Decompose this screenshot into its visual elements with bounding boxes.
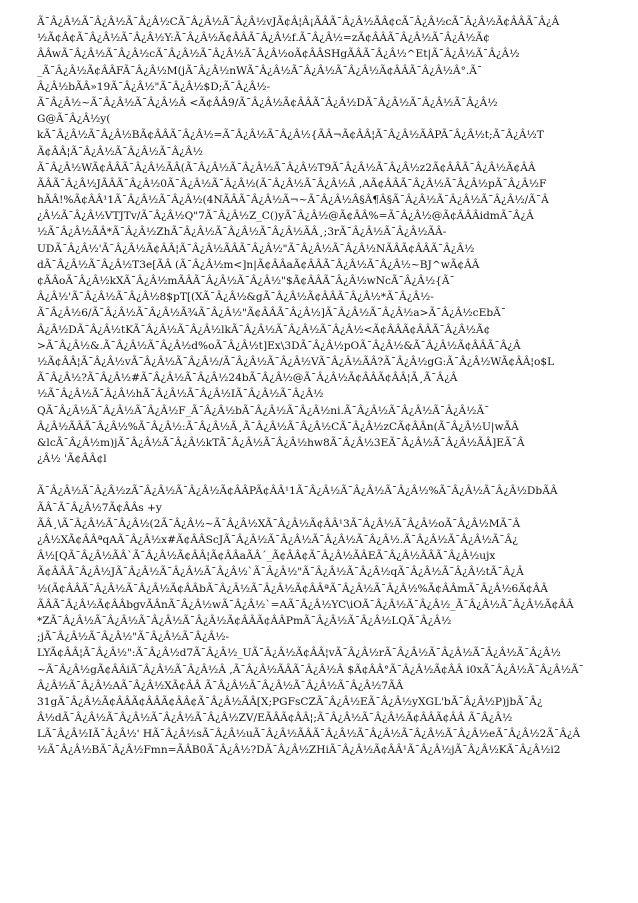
text-line: ÃÂÃ¯Â¿Â½JÃÂÃ¯Â¿Â½0Ã¯Â¿Â½Ã¯Â¿Â½(Ã¯Â¿Â½Ã¯Â¿Â½Â ,AÃ¢ÂÂÃ¯Â¿Â½Ã¯Â¿Â½pÃ¯Â¿Â½F — [37, 177, 547, 190]
text-line: LÃ¯Â¿Â½IÃ¯Â¿Â½' HÃ¯Â¿Â½sÃ¯Â¿Â½uÃ¯Â¿Â½ÃÂÃ¯Â¿Â½Ã¯Â¿Â½Ã¯Â¿Â½Ã¯Â¿Â½eÃ¯Â¿Â½2Ã¯Â¿Â — [37, 728, 581, 741]
text-line: ½Ã¯Â¿Â½BÃ¯Â¿Â½Fmn=ÃÂB0Ã¯Â¿Â½?DÃ¯Â¿Â½ZHiÃ¯Â¿Â½Ã¢ÂÂ¹Ã¯Â¿Â½jÃ¯Â¿Â½KÃ¯Â¿Â½i2 — [37, 744, 561, 757]
text-line: Â¿Â½bÃÂ»19Ã¯Â¿Â½"Ã¯Â¿Â½$D;Ã¯Â¿Â½- — [37, 80, 271, 93]
text-line: ~Ã¯Â¿Â½gÃ¢ÂÂiÃ¯Â¿Â½Ã¯Â¿Â½Â ,Ã¯Â¿Â½ÃÂÃ¯Â¿Â½Â $Ã¢ÂÂ°Ã¯Â¿Â½Ã¢ÂÂ i0xÃ¯Â¿Â½Ã¯Â¿Â½Ã¯ — [37, 663, 584, 676]
text-line: ½Ã¯Â¿Â½Ã¯Â¿Â½hÃ¯Â¿Â½Ã¯Â¿Â½IÃ¯Â¿Â½Ã¯Â¿Â½ — [37, 388, 324, 401]
text-line: Ã¢ÂÂÃ¯Â¿Â½JÃ¯Â¿Â½Ã¯Â¿Â½Ã¯Â¿Â½`Ã¯Â¿Â½"Ã¯Â¿Â½Ã¯Â¿Â½qÃ¯Â¿Â½Ã¯Â¿Â½tÃ¯Â¿Â — [37, 566, 524, 579]
document-body — [37, 14, 603, 759]
text-line: Ã¯Â¿Â½6/Ã¯Â¿Â½Ã¯Â¿Â½Ã¾Ã¯Â¿Â½"Ã¢ÂÂÃ¯Â¿Â½]Ã¯Â¿Â½Ã¯Â¿Â½a>Ã¯Â¿Â½cEbÃ¯ — [37, 307, 507, 320]
text-line: Ã¯Â¿Â½~Ã¯Â¿Â½Ã¯Â¿Â½Â <Ã¢ÂÂ9/Ã¯Â¿Â½Ã¢ÂÂÃ¯Â¿Â½DÃ¯Â¿Â½Ã¯Â¿Â½Ã¯Â¿Â½ — [37, 96, 498, 109]
text-line: ½(Ã¢ÂÂÃ¯Â¿Â½Ã¯Â¿Â½Ã¢ÂÂbÃ¯Â¿Â½Ã¯Â¿Â½Ã¢ÂÂªÃ¯Â¿Â½Ã¯Â¿Â½%Ã¢ÂÂmÃ¯Â¿Â½6Ã¢ÂÂ — [37, 582, 548, 595]
text-line: ÃÂ¯Ã¯Â¿Â½7Ã¢ÂÂs +y — [37, 501, 162, 514]
text-line: Â¿Â½DÃ¯Â¿Â½tKÃ¯Â¿Â½Ã¯Â¿Â½lkÃ¯Â¿Â½Ã¯Â¿Â½Ã¯Â¿Â½<Ã¢ÂÂÃ¢ÂÂÃ¯Â¿Â½Ã¢ — [37, 323, 491, 336]
text-line: ½Ã¢Â¢Ã¯Â¿Â½Ã¯Â¿Â½Y:Ã¯Â¿Â½Ã¢ÂÂÃ¯Â¿Â½f.Ã¯Â¿Â½=zÃ¢ÂÂÃ¯Â¿Â½Ã¯Â¿Â½Ã¢ — [37, 32, 490, 45]
text-line: G@Ã¯Â¿Â½y( — [37, 113, 111, 126]
text-line: hÃÂ!%Ã¢ÂÂ¹1Ã¯Â¿Â½Ã¯Â¿Â½(4NÃÂÃ¯Â¿Â½Ã¬~Ã¯Â¿Â½Â§Â¶Â§Ã¯Â¿Â½Ã¯Â¿Â½Ã¯Â¿Â½/Ã¯Â — [37, 194, 549, 207]
text-line: ¿Â½ 'Ã¢ÂÂ¢l — [37, 453, 107, 466]
text-line: Ã¯Â¿Â½Ã¯Â¿Â½Ã¯Â¿Â½CÃ¯Â¿Â½Ã¯Â¿Â½vJÃ¢Â¦Â¡ÃÂÃ¯Â¿Â½ÃÂ¢cÃ¯Â¿Â½cÃ¯Â¿Â½Ã¢ÂÂÃ¯Â¿Â — [37, 16, 560, 28]
text-line: ¿Â½XÃ¢ÂÂªqAÃ¯Â¿Â½x#Ã¢ÂÂScJÃ¯Â¿Â½Ã¯Â¿Â½Ã¯Â¿Â½Ã¯Â¿Â½.Ã¯Â¿Â½Ã¯Â¿Â½Ã¯Â¿ — [37, 534, 518, 546]
text-line: Ã¯Â¿Â½?Ã¯Â¿Â½#Ã¯Â¿Â½Ã¯Â¿Â½24bÃ¯Â¿Â½@Ã¯Â¿Â½Ã¢ÂÂÃ¢ÂÂ¦Ã¸Ã¯Â¿Â — [37, 372, 458, 385]
text-line: ½Ã¯Â¿Â½ÃÂ*Ã¯Â¿Â½ZhÃ¯Â¿Â½Ã¯Â¿Â½Ã¯Â¿Â½ÃÂ¸;3rÃ¯Â¿Â½Ã¯Â¿Â½ÃÂ- — [37, 226, 447, 239]
paragraph — [37, 14, 603, 467]
text-line: Â¿Â½Ã¯Â¿Â½AÃ¯Â¿Â½XÃ¢ÂÂ Ã¯Â¿Â½Ã¯Â¿Â½Ã¯Â¿Â½Ã¯Â¿Â½7ÃÂ — [37, 679, 404, 692]
text-line: Â¿Â½ÃÂÃ¯Â¿Â½%Ã¯Â¿Â½:Ã¯Â¿Â½Ã¸Ã¯Â¿Â½Ã¯Â¿Â½CÃ¯Â¿Â½zCÃ¢ÂÂn(Ã¯Â¿Â½U|wÃÂ — [37, 420, 519, 433]
text-line: Ã¯Â¿Â½Ã¯Â¿Â½zÃ¯Â¿Â½Ã¯Â¿Â½Ã¢ÂÂPÃ¢ÂÂ¹1Ã¯Â¿Â½Ã¯Â¿Â½Ã¯Â¿Â½%Ã¯Â¿Â½Ã¯Â¿Â½DbÃÂ — [37, 485, 558, 498]
text-line: ¿Â½Ã¯Â¿Â½VTJTv/Ã¯Â¿Â½Q"7Ã¯Â¿Â½Z_C()yÃ¯Â¿Â½@Ã¢ÂÂ%=Ã¯Â¿Â½@Ã¢ÂÂÂidmÃ¯Â¿Â — [37, 210, 534, 223]
text-line: LYÃ¢ÂÂ¦Ã¯Â¿Â½":Ã¯Â¿Â½d7Ã¯Â¿Â½_UÃ¯Â¿Â½Ã¢ÂÂ¦vÃ¯Â¿Â½rÃ¯Â¿Â½Ã¯Â¿Â½Ã¯Â¿Â½Ã¯Â¿Â½ — [37, 647, 561, 660]
text-line: UDÃ¯Â¿Â½'Ã¯Â¿Â½Ã¢ÂÂ¦Ã¯Â¿Â½ÃÂÃ¯Â¿Â½"Ã¯Â¿Â½Ã¯Â¿Â½NÃÂÃ¢ÂÂÃ¯Â¿Â½ — [37, 242, 475, 255]
text-line: Ã¯Â¿Â½WÃ¢ÂÂÃ¯Â¿Â½ÃÂ(Ã¯Â¿Â½Ã¯Â¿Â½Ã¯Â¿Â½T9Ã¯Â¿Â½Ã¯Â¿Â½z2Ã¢ÂÂÃ¯Â¿Â½Ã¢ÂÂ — [37, 161, 536, 174]
text-line: ½Ã¢ÂÂ¦Ã¯Â¿Â½vÃ¯Â¿Â½Ã¯Â¿Â½/Ã¯Â¿Â½Ã¯Â¿Â½VÃ¯Â¿Â½ÃÂ?Ã¯Â¿Â½gG:Ã¯Â¿Â½WÃ¢ÂÂ¦o$L — [37, 355, 555, 368]
text-line: dÃ¯Â¿Â½Ã¯Â¿Â½T3e[ÃÂ (Ã¯Â¿Â½m<]n|Ã¢ÂÂaÃ¢ÂÂÃ¯Â¿Â½Ã¯Â¿Â½~BJ^wÃ¢ÂÂ — [37, 258, 480, 271]
text-line: ¢ÃÂoÃ¯Â¿Â½kXÃ¯Â¿Â½mÃÂÃ¯Â¿Â½Ã¯Â¿Â½"$Ã¢ÂÂÃ¯Â¿Â½wNcÃ¯Â¿Â½{Ã¯ — [37, 275, 455, 287]
paragraph-gap — [37, 467, 603, 483]
text-line: ÂÂwÃ¯Â¿Â½Ã¯Â¿Â½cÃ¯Â¿Â½Ã¯Â¿Â½Ã¯Â¿Â½oÃ¢ÂÂSHgÃÂÃ¯Â¿Â½^Et|Ã¯Â¿Â½Ã¯Â¿Â½ — [37, 48, 520, 61]
paragraph — [37, 483, 603, 758]
text-line: ÃÂ¸\Ã¯Â¿Â½Ã¯Â¿Â½(2Ã¯Â¿Â½~Ã¯Â¿Â½XÃ¯Â¿Â½Ã¢ÂÂ¹3Ã¯Â¿Â½Ã¯Â¿Â½oÃ¯Â¿Â½MÃ¯Â — [37, 517, 521, 530]
text-line: _Ã¯Â¿Â½Ã¢ÂÂFÃ¯Â¿Â½M(jÃ¯Â¿Â½nWÃ¯Â¿Â½Ã¯Â¿Â½Ã¯Â¿Â½Ã¢ÂÂÃ¯Â¿Â½Â°.Ã¯ — [37, 64, 483, 77]
text-line: ÃÂÃ¯Â¿Â½Ã¢ÂÂbgvÃÂnÃ¯Â¿Â½wÃ¯Â¿Â½`=AÃ¯Â¿Â½YC\iOÃ¯Â¿Â½Ã¯Â¿Â½_Ã¯Â¿Â½Ã¯Â¿Â½Ã¢ÂÂ — [37, 598, 574, 611]
text-line: &lcÃ¯Â¿Â½m)jÃ¯Â¿Â½Ã¯Â¿Â½kTÃ¯Â¿Â½Ã¯Â¿Â½hw8Ã¯Â¿Â½3EÃ¯Â¿Â½Ã¯Â¿Â½ÃÂ]EÃ¯Â — [37, 436, 525, 449]
text-line: Â¿Â½'Ã¯Â¿Â½Ã¯Â¿Â½8$pT[(XÃ¯Â¿Â½&gÃ¯Â¿Â½Ã¢ÂÂÃ¯Â¿Â½*Ã¯Â¿Â½- — [37, 291, 434, 304]
text-line: QÃ¯Â¿Â½Ã¯Â¿Â½Ã¯Â¿Â½F_Ã¯Â¿Â½bÃ¯Â¿Â½Ã¯Â¿Â½ni.Ã¯Â¿Â½Ã¯Â¿Â½Ã¯Â¿Â½Ã¯ — [37, 404, 490, 417]
text-line: *ZÃ¯Â¿Â½Ã¯Â¿Â½Ã¯Â¿Â½Ã¯Â¿Â½Ã¢ÂÂÃ¢ÂÂPmÃ¯Â¿Â½Ã¯Â¿Â½LQÃ¯Â¿Â½ — [37, 614, 452, 627]
text-line: Â½[QÃ¯Â¿Â½ÃÂ`Ã¯Â¿Â½Ã¢ÂÂ¦Ã¢ÂÂaÃÂ´_Ã¢ÂÂ¢Ã¯Â¿Â½ÃÂEÃ¯Â¿Â½ÃÂÃ¯Â¿Â½ujx — [37, 550, 496, 563]
text-line: ;jÃ¯Â¿Â½Ã¯Â¿Â½"Ã¯Â¿Â½Ã¯Â¿Â½- — [37, 631, 230, 644]
text-line: 31gÃ¯Â¿Â½Ã¢ÂÂÃ¢ÂÂÃ¢ÂÂ¢Ã¯Â¿Â½ÃÂ[X;PGFsCZÃ¯Â¿Â½EÃ¯Â¿Â½yXGL'bÃ¯Â¿Â½P)jbÃ¯Â¿ — [37, 695, 543, 708]
text-line: Ã¢ÂÂ¦Ã¯Â¿Â½Ã¯Â¿Â½Ã¯Â¿Â½ — [37, 145, 203, 158]
text-line: >Ã¯Â¿Â½&.Ã¯Â¿Â½Ã¯Â¿Â½d%oÃ¯Â¿Â½t]Ex\3DÃ¯Â¿Â½pOÃ¯Â¿Â½&Ã¯Â¿Â½Ã¢ÂÂÃ¯Â¿Â — [37, 339, 521, 352]
text-line: kÃ¯Â¿Â½Ã¯Â¿Â½BÃ¢ÂÂÃ¯Â¿Â½=Ã¯Â¿Â½Ã¯Â¿Â½{ÃÂ¬Ã¢ÂÂ¦Ã¯Â¿Â½ÃÂPÃ¯Â¿Â½t;Ã¯Â¿Â½T — [37, 129, 544, 142]
text-line: Â½dÃ¯Â¿Â½Ã¯Â¿Â½Ã¯Â¿Â½Ã¯Â¿Â½ZV/EÃÂÃ¢ÂÂ¦;Ã¯Â¿Â½Ã¯Â¿Â½Ã¢ÂÂÃ¢ÂÂ Ã¯Â¿Â½ — [37, 712, 513, 725]
